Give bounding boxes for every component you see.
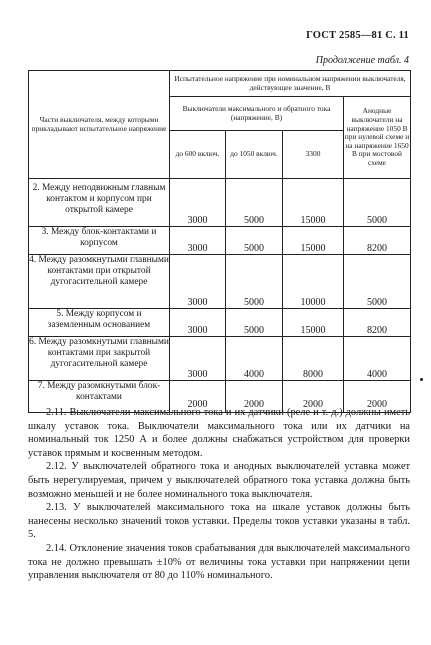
- row-label: 6. Между разомкнутыми главными контактами при закрытой дугогасительной камере: [29, 337, 170, 381]
- table-row: [29, 179, 411, 227]
- body-paragraphs: [28, 406, 410, 583]
- row-value: 5000: [226, 179, 283, 227]
- row-value: 5000: [344, 179, 411, 227]
- row-value: 4000: [226, 337, 283, 381]
- row-value: 15000: [283, 179, 344, 227]
- paragraph-2-12: 2.12. У выключателей обратного тока и анодных выключателей уставка может быть нерегулируемая, причем у выключателей обратного тока уставка должна быть возможно меньшей и не более номинального тока выключателя.: [28, 461, 410, 500]
- table-row: [29, 337, 411, 381]
- voltage-test-table: [28, 70, 411, 413]
- table-row: [29, 309, 411, 337]
- row-label: 7. Между разомкнутыми блок-контактами: [29, 381, 170, 413]
- row-label: 4. Между разомкнутыми главными контактами при открытой дугогасительной камере: [29, 255, 170, 309]
- row-value: 2000: [170, 381, 226, 413]
- header-max-reverse: Выключатели максимального и обратного тока (напряжение, В): [170, 97, 344, 131]
- table-row: [29, 227, 411, 255]
- paragraph-2-11: 2.11. Выключатели максимального тока и их датчики (реле и т. д.) должны иметь шкалу уставок тока. Выключатели максимального тока или их датчики на номинальный ток 1250 А и более должны снабжаться устройством для проверки уставок прямым и косвенным методом.: [28, 407, 410, 459]
- header-sub-600: до 600 включ.: [170, 131, 226, 179]
- row-value: 5000: [344, 255, 411, 309]
- table-row: [29, 255, 411, 309]
- header-sub-3300: 3300: [283, 131, 344, 179]
- row-value: 15000: [283, 309, 344, 337]
- document-header: ГОСТ 2585—81 С. 11: [306, 30, 409, 41]
- row-label: 2. Между неподвижным главным контактом и корпусом при открытой камере: [29, 179, 170, 227]
- row-value: 3000: [170, 337, 226, 381]
- row-value: 10000: [283, 255, 344, 309]
- row-value: 2000: [344, 381, 411, 413]
- header-parts: Части выключателя, между которыми прикладывают испытательное напряжение: [29, 71, 170, 179]
- margin-dot: [420, 378, 423, 381]
- row-value: 5000: [226, 227, 283, 255]
- row-value: 8200: [344, 227, 411, 255]
- row-value: 4000: [344, 337, 411, 381]
- table-continuation-label: Продолжение табл. 4: [315, 55, 409, 66]
- row-value: 15000: [283, 227, 344, 255]
- row-label: 3. Между блок-контактами и корпусом: [29, 227, 170, 255]
- row-value: 2000: [283, 381, 344, 413]
- header-test-voltage: Испытательное напряжение при номинальном напряжении выключателя, действующее значение, В: [170, 71, 411, 97]
- row-value: 5000: [226, 309, 283, 337]
- row-value: 3000: [170, 255, 226, 309]
- paragraph-2-13: 2.13. У выключателей максимального тока на шкале уставок должны быть нанесены несколько значений токов уставки. Пределы токов уставки указаны в табл. 5.: [28, 502, 410, 541]
- paragraph-2-14: 2.14. Отклонение значения токов срабатывания для выключателей максимального тока не должно превышать ±10% от величины тока уставки при напряжении цепи управления выключателя от 80 до 110% номинального.: [28, 542, 410, 582]
- row-value: 5000: [226, 255, 283, 309]
- row-value: 8000: [283, 337, 344, 381]
- row-value: 3000: [170, 227, 226, 255]
- header-sub-1050: до 1050 включ.: [226, 131, 283, 179]
- row-label: 5. Между корпусом и заземленным основанием: [29, 309, 170, 337]
- row-value: 3000: [170, 309, 226, 337]
- row-value: 2000: [226, 381, 283, 413]
- row-value: 8200: [344, 309, 411, 337]
- header-anode: Анодные выключатели на напряжение 1050 В при нулевой схеме и на напряжение 1650 В при мостовой схеме: [344, 97, 411, 179]
- row-value: 3000: [170, 179, 226, 227]
